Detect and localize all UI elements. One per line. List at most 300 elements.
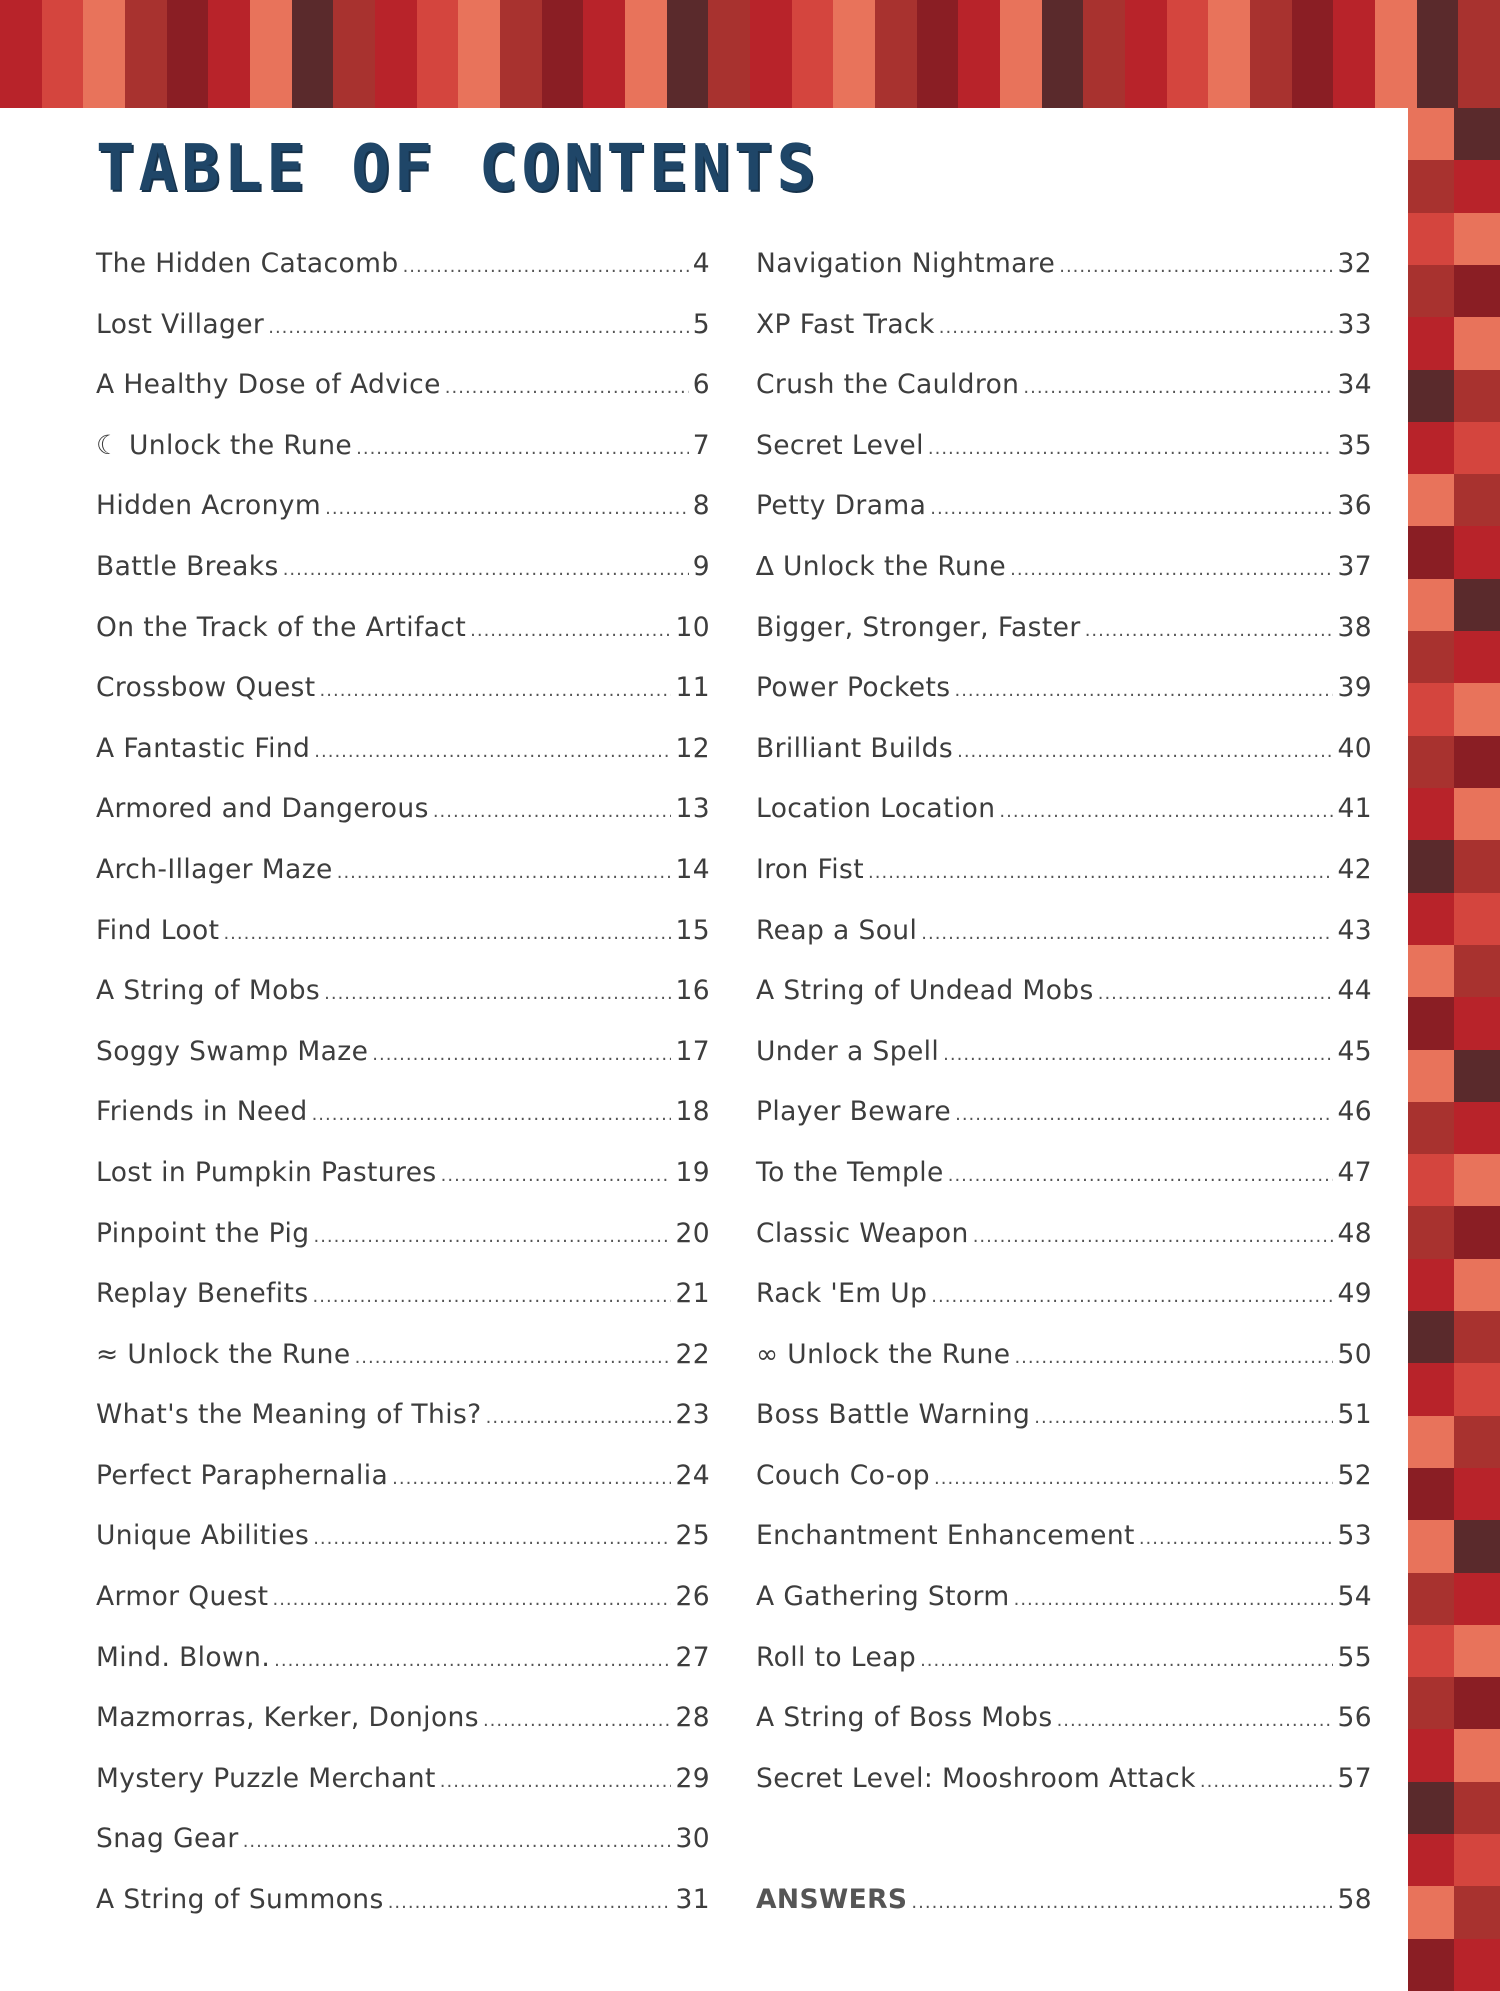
toc-entry-title: Crush the Cauldron	[756, 369, 1020, 401]
toc-entry-page: 15	[675, 914, 710, 946]
pixel-tile	[708, 54, 750, 108]
pixel-tile	[1454, 422, 1500, 474]
dot-leader	[1085, 620, 1334, 641]
toc-entry-page: 13	[675, 793, 710, 825]
dot-leader	[274, 1650, 671, 1671]
pixel-tile	[1042, 54, 1084, 108]
pixel-tile	[958, 0, 1000, 54]
pixel-tile	[1408, 1625, 1454, 1677]
pixel-tile	[458, 0, 500, 54]
toc-entry-title: Unique Abilities	[96, 1520, 310, 1552]
toc-entry-title: Armored and Dangerous	[96, 793, 429, 825]
pixel-tile	[1408, 997, 1454, 1049]
toc-entry	[96, 975, 710, 1036]
pixel-tile	[1454, 1677, 1500, 1729]
toc-entry-page: 45	[1337, 1035, 1372, 1067]
pixel-tile	[1454, 1729, 1500, 1781]
dot-leader	[1034, 1407, 1333, 1428]
dot-leader	[445, 377, 689, 398]
pixel-tile	[1042, 0, 1084, 54]
toc-entry-title: A String of Boss Mobs	[756, 1702, 1053, 1734]
toc-entry-page: 57	[1337, 1762, 1372, 1794]
toc-entry-page: 9	[692, 550, 710, 582]
toc-entry-title: Player Beware	[756, 1096, 952, 1128]
pixel-tile	[1408, 893, 1454, 945]
pixel-tile	[1454, 265, 1500, 317]
toc-entry-page: 6	[692, 369, 710, 401]
pixel-tile	[1125, 0, 1167, 54]
toc-entry	[756, 1036, 1372, 1097]
pixel-tile	[1454, 474, 1500, 526]
pixel-tile	[417, 0, 459, 54]
dot-leader	[939, 317, 1334, 338]
dot-leader	[1098, 983, 1334, 1004]
toc-entry	[756, 915, 1372, 976]
pixel-tile	[42, 54, 84, 108]
toc-entry	[96, 1884, 710, 1945]
toc-entry-title: What's the Meaning of This?	[96, 1399, 482, 1431]
toc-entry	[96, 551, 710, 612]
pixel-tile	[1454, 526, 1500, 578]
pixel-tile	[542, 54, 584, 108]
pixel-tile	[1454, 1834, 1500, 1886]
toc-entry-page: 53	[1337, 1520, 1372, 1552]
dot-leader	[433, 801, 672, 822]
toc-entry-title: Power Pockets	[756, 672, 951, 704]
pixel-tile	[167, 54, 209, 108]
toc-entry	[756, 1520, 1372, 1581]
toc-entry	[756, 1278, 1372, 1339]
toc-entry-page: 43	[1337, 914, 1372, 946]
toc-entry	[96, 854, 710, 915]
toc-entry-page: 41	[1337, 793, 1372, 825]
toc-entry-title: Classic Weapon	[756, 1217, 969, 1249]
toc-entry-title: Mind. Blown.	[96, 1641, 271, 1673]
toc-column-right	[756, 248, 1372, 1945]
pixel-tile	[1454, 108, 1500, 160]
pixel-tile	[1454, 683, 1500, 735]
toc-entry-page: 49	[1337, 1278, 1372, 1310]
toc-entry-title: On the Track of the Artifact	[96, 611, 467, 643]
toc-entry	[756, 1642, 1372, 1703]
pixel-tile	[1408, 526, 1454, 578]
toc-entry	[756, 1339, 1372, 1400]
toc-entry	[756, 248, 1372, 309]
pixel-tile	[1454, 160, 1500, 212]
pixel-tile	[1454, 788, 1500, 840]
toc-entry	[756, 1096, 1372, 1157]
pixel-tile	[83, 54, 125, 108]
dot-leader	[243, 1831, 672, 1852]
toc-entry-page: 36	[1337, 490, 1372, 522]
toc-entry-title: Battle Breaks	[96, 550, 279, 582]
toc-entry-page: 17	[675, 1035, 710, 1067]
pixel-tile	[1083, 54, 1125, 108]
pixel-tile	[1375, 54, 1417, 108]
toc-entry-title: Secret Level: Mooshroom Attack	[756, 1762, 1196, 1794]
toc-entry	[96, 793, 710, 854]
toc-entry-page: 7	[692, 429, 710, 461]
toc-entry-page: 44	[1337, 975, 1372, 1007]
dot-leader	[283, 559, 689, 580]
toc-entry-page: 42	[1337, 853, 1372, 885]
toc-entry	[756, 672, 1372, 733]
answers-title: ANSWERS	[756, 1884, 908, 1916]
toc-entry-page: 31	[675, 1884, 710, 1916]
toc-entry	[96, 612, 710, 673]
toc-entry-page: 33	[1337, 308, 1372, 340]
pixel-tile	[1250, 0, 1292, 54]
dot-leader	[1139, 1528, 1334, 1549]
pixel-tile	[1454, 840, 1500, 892]
toc-entry	[756, 612, 1372, 673]
toc-entry-title: Perfect Paraphernalia	[96, 1459, 389, 1491]
toc-entry	[756, 1763, 1372, 1824]
pixel-tile	[1454, 1782, 1500, 1834]
pixel-tile	[1000, 54, 1042, 108]
pixel-tile	[1454, 1102, 1500, 1154]
answers-page: 58	[1337, 1884, 1372, 1916]
toc-entry	[96, 1642, 710, 1703]
toc-entry-title: ≈ Unlock the Rune	[96, 1338, 351, 1370]
pixel-tile	[1083, 0, 1125, 54]
toc-entry-title: Arch-Illager Maze	[96, 853, 333, 885]
dot-leader	[1014, 1589, 1334, 1610]
pixel-tile	[1458, 0, 1500, 54]
pixel-tile	[42, 0, 84, 54]
toc-entry-title: ∞ Unlock the Rune	[756, 1338, 1011, 1370]
toc-entry-page: 40	[1337, 732, 1372, 764]
toc-entry	[96, 1702, 710, 1763]
toc-entry-title: Navigation Nightmare	[756, 248, 1056, 279]
pixel-tile	[208, 0, 250, 54]
toc-entry	[756, 854, 1372, 915]
toc-entry	[756, 551, 1372, 612]
toc-entry-title: A String of Mobs	[96, 975, 321, 1007]
pixel-tile	[1408, 1782, 1454, 1834]
toc-entry	[96, 1581, 710, 1642]
pixel-tile	[708, 0, 750, 54]
toc-entry	[96, 1278, 710, 1339]
toc-entry-page: 28	[675, 1702, 710, 1734]
pixel-tile	[1167, 0, 1209, 54]
pixel-tile	[1408, 474, 1454, 526]
toc-entry-title: Armor Quest	[96, 1581, 269, 1613]
toc-entry-title: Couch Co-op	[756, 1459, 930, 1491]
pixel-tile	[1417, 54, 1459, 108]
dot-leader	[486, 1407, 672, 1428]
pixel-border-right	[1408, 108, 1500, 1991]
toc-entry-title: Pinpoint the Pig	[96, 1217, 310, 1249]
toc-entry-page: 56	[1337, 1702, 1372, 1734]
toc-entry-title: Friends in Need	[96, 1096, 308, 1128]
toc-entry-title: Reap a Soul	[756, 914, 918, 946]
pixel-tile	[875, 54, 917, 108]
pixel-tile	[1408, 1886, 1454, 1938]
pixel-tile	[1454, 631, 1500, 683]
pixel-tile	[1454, 1886, 1500, 1938]
dot-leader	[268, 317, 689, 338]
toc-entry-page: 34	[1337, 369, 1372, 401]
pixel-tile	[1408, 1050, 1454, 1102]
toc-entry-title: ∆ Unlock the Rune	[756, 550, 1007, 582]
pixel-tile	[250, 0, 292, 54]
pixel-tile	[958, 54, 1000, 108]
dot-leader	[1010, 559, 1333, 580]
pixel-tile	[1458, 54, 1500, 108]
toc-entry	[96, 309, 710, 370]
toc-entry-title: Bigger, Stronger, Faster	[756, 611, 1081, 643]
toc-entry-page: 27	[675, 1641, 710, 1673]
pixel-tile	[1408, 579, 1454, 631]
dot-leader	[948, 1165, 1334, 1186]
pixel-tile	[1333, 54, 1375, 108]
toc-entry-title: Boss Battle Warning	[756, 1399, 1031, 1431]
pixel-tile	[83, 0, 125, 54]
dot-leader	[920, 1650, 1333, 1671]
toc-entry-page: 54	[1337, 1581, 1372, 1613]
toc-entry	[96, 1096, 710, 1157]
pixel-tile	[917, 0, 959, 54]
toc-entry	[756, 1460, 1372, 1521]
pixel-tile	[1408, 736, 1454, 788]
dot-leader	[313, 1226, 671, 1247]
dot-leader	[1200, 1771, 1334, 1792]
toc-entry-page: 55	[1337, 1641, 1372, 1673]
toc-entry	[756, 975, 1372, 1036]
toc-entry	[96, 915, 710, 976]
pixel-tile	[1408, 1468, 1454, 1520]
pixel-tile	[1454, 1520, 1500, 1572]
toc-entry	[756, 733, 1372, 794]
dot-leader	[928, 438, 1334, 459]
dot-leader	[356, 438, 689, 459]
toc-entry-title: Snag Gear	[96, 1823, 239, 1855]
pixel-tile	[1208, 54, 1250, 108]
pixel-tile	[1454, 736, 1500, 788]
pixel-tile	[0, 54, 42, 108]
toc-entry	[96, 1339, 710, 1400]
pixel-tile	[1454, 1573, 1500, 1625]
toc-entry	[756, 1581, 1372, 1642]
pixel-tile	[792, 0, 834, 54]
pixel-tile	[208, 54, 250, 108]
pixel-tile	[1408, 265, 1454, 317]
toc-entry-title: Secret Level	[756, 429, 924, 461]
dot-leader	[868, 862, 1333, 883]
toc-column-left	[96, 248, 710, 1945]
pixel-tile	[1408, 683, 1454, 735]
pixel-tile	[1333, 0, 1375, 54]
dot-leader	[911, 1892, 1333, 1913]
dot-leader	[324, 983, 671, 1004]
toc-entry-title: Petty Drama	[756, 490, 927, 522]
pixel-tile	[1454, 1416, 1500, 1468]
pixel-tile	[167, 0, 209, 54]
dot-leader	[943, 1044, 1333, 1065]
dot-leader	[337, 862, 672, 883]
toc-entry-title: Lost in Pumpkin Pastures	[96, 1156, 437, 1188]
toc-entry-page: 12	[675, 732, 710, 764]
pixel-tile	[792, 54, 834, 108]
pixel-tile	[1454, 317, 1500, 369]
dot-leader	[313, 1528, 671, 1549]
toc-entry-title: A Fantastic Find	[96, 732, 311, 764]
toc-entry	[96, 1399, 710, 1460]
pixel-tile	[1454, 370, 1500, 422]
toc-entry-page: 35	[1337, 429, 1372, 461]
dot-leader	[403, 256, 689, 277]
toc-entry	[96, 430, 710, 491]
dot-leader	[223, 923, 671, 944]
toc-entry-title: Under a Spell	[756, 1035, 940, 1067]
pixel-tile	[1408, 1311, 1454, 1363]
toc-entry	[96, 672, 710, 733]
pixel-tile	[833, 0, 875, 54]
toc-entry-title: Find Loot	[96, 914, 220, 946]
dot-leader	[1059, 256, 1333, 277]
pixel-tile	[625, 54, 667, 108]
pixel-tile	[1125, 54, 1167, 108]
toc-entry-title: A String of Summons	[96, 1884, 384, 1916]
toc-entry	[756, 490, 1372, 551]
pixel-tile	[542, 0, 584, 54]
dot-leader	[1057, 1710, 1334, 1731]
toc-entry-page: 20	[675, 1217, 710, 1249]
dot-leader	[272, 1589, 671, 1610]
toc-entry-page: 25	[675, 1520, 710, 1552]
toc-entry-page: 8	[692, 490, 710, 522]
toc-entry-title: Replay Benefits	[96, 1278, 309, 1310]
pixel-tile	[1408, 1573, 1454, 1625]
toc-entry	[96, 1157, 710, 1218]
pixel-tile	[583, 54, 625, 108]
toc-entry-page: 46	[1337, 1096, 1372, 1128]
dot-leader	[388, 1892, 672, 1913]
toc-entry-title: Mystery Puzzle Merchant	[96, 1762, 436, 1794]
pixel-tile	[1408, 1520, 1454, 1572]
toc-entry-title: Roll to Leap	[756, 1641, 917, 1673]
toc-entry	[756, 1218, 1372, 1279]
pixel-tile	[1408, 160, 1454, 212]
pixel-border-top	[0, 0, 1500, 108]
pixel-tile	[1408, 1677, 1454, 1729]
pixel-tile	[1454, 893, 1500, 945]
toc-entry	[756, 309, 1372, 370]
pixel-tile	[333, 54, 375, 108]
toc-entry-title: A Healthy Dose of Advice	[96, 369, 441, 401]
toc-entry-page: 18	[675, 1096, 710, 1128]
toc-entry	[756, 1702, 1372, 1763]
toc-entry-page: 51	[1337, 1399, 1372, 1431]
toc-entry-title: Hidden Acronym	[96, 490, 322, 522]
toc-entry-title: Mazmorras, Kerker, Donjons	[96, 1702, 479, 1734]
toc-entry-page: 24	[675, 1459, 710, 1491]
pixel-tile	[1408, 1834, 1454, 1886]
dot-leader	[957, 741, 1333, 762]
pixel-tile	[1408, 1729, 1454, 1781]
toc-entry-page: 16	[675, 975, 710, 1007]
pixel-tile	[667, 54, 709, 108]
pixel-tile	[1292, 0, 1334, 54]
toc-entry-page: 30	[675, 1823, 710, 1855]
pixel-tile	[458, 54, 500, 108]
toc-entry-title: To the Temple	[756, 1156, 944, 1188]
pixel-tile	[417, 54, 459, 108]
pixel-tile	[1408, 1102, 1454, 1154]
toc-entry-page: 23	[675, 1399, 710, 1431]
pixel-tile	[1454, 997, 1500, 1049]
toc-entry-page: 50	[1337, 1338, 1372, 1370]
toc-entry-title: Rack 'Em Up	[756, 1278, 928, 1310]
pixel-tile	[833, 54, 875, 108]
toc-entry-title: The Hidden Catacomb	[96, 248, 399, 279]
toc-entry	[96, 1763, 710, 1824]
dot-leader	[955, 1104, 1333, 1125]
pixel-tile	[1408, 788, 1454, 840]
pixel-tile	[1408, 840, 1454, 892]
dot-leader	[320, 680, 672, 701]
pixel-tile	[625, 0, 667, 54]
dot-leader	[312, 1104, 672, 1125]
pixel-tile	[1408, 1363, 1454, 1415]
toc-entry-page: 32	[1337, 248, 1372, 279]
toc-entry	[756, 793, 1372, 854]
toc-entry-page: 52	[1337, 1459, 1372, 1491]
toc-entry	[96, 248, 710, 309]
pixel-tile	[1454, 1311, 1500, 1363]
toc-entry	[96, 733, 710, 794]
toc-entry	[756, 1399, 1372, 1460]
dot-leader	[441, 1165, 672, 1186]
pixel-tile	[1408, 1206, 1454, 1258]
pixel-tile	[1408, 1939, 1454, 1991]
pixel-tile	[583, 0, 625, 54]
toc-entry-page: 39	[1337, 672, 1372, 704]
toc-entry-page: 11	[675, 672, 710, 704]
dot-leader	[999, 801, 1333, 822]
pixel-tile	[375, 0, 417, 54]
toc-entry-page: 37	[1337, 550, 1372, 582]
pixel-tile	[292, 54, 334, 108]
pixel-tile	[1292, 54, 1334, 108]
pixel-tile	[292, 0, 334, 54]
pixel-tile	[1454, 1939, 1500, 1991]
dot-leader	[392, 1468, 671, 1489]
toc-entry-page: 10	[675, 611, 710, 643]
toc-entry	[96, 1218, 710, 1279]
pixel-tile	[875, 0, 917, 54]
toc-entry-title: A String of Undead Mobs	[756, 975, 1094, 1007]
pixel-tile	[1454, 945, 1500, 997]
toc-entry-title: Crossbow Quest	[96, 672, 316, 704]
dot-leader	[470, 620, 671, 641]
pixel-tile	[500, 54, 542, 108]
toc-entry-title: Enchantment Enhancement	[756, 1520, 1135, 1552]
toc-entry-title: Location Location	[756, 793, 996, 825]
pixel-tile	[1375, 0, 1417, 54]
pixel-tile	[1408, 108, 1454, 160]
pixel-tile	[0, 0, 42, 54]
toc-entry-page: 14	[675, 853, 710, 885]
pixel-tile	[1408, 1154, 1454, 1206]
pixel-tile	[1208, 0, 1250, 54]
toc-entry	[756, 369, 1372, 430]
pixel-tile	[1408, 370, 1454, 422]
pixel-tile	[667, 0, 709, 54]
toc-entry	[96, 1460, 710, 1521]
toc-entry-title: Brilliant Builds	[756, 732, 954, 764]
